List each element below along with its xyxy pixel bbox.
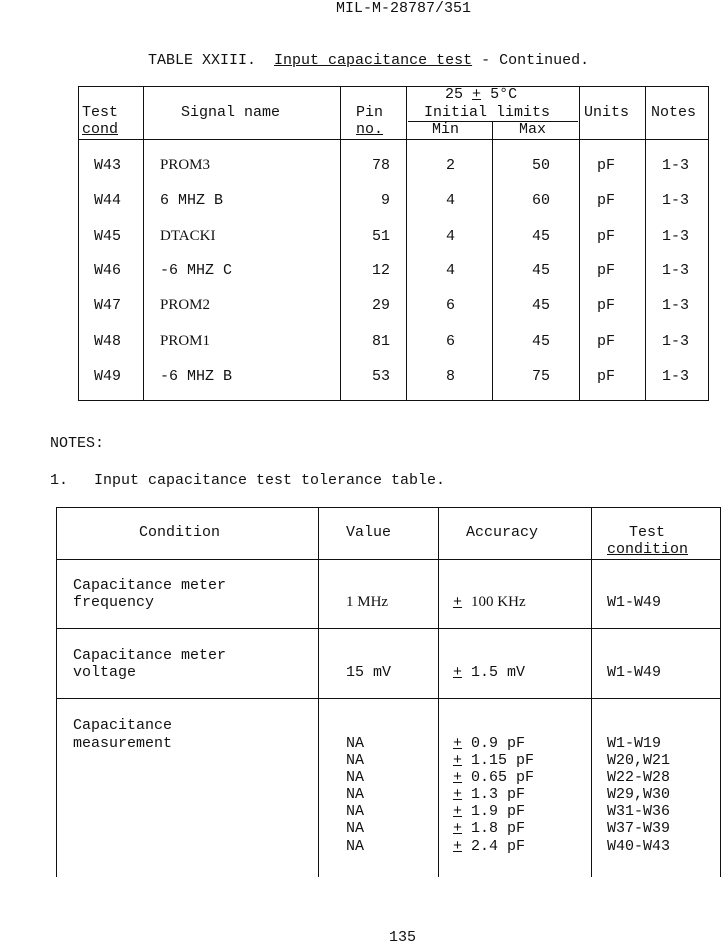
tolerance-row-rule-1 <box>56 628 720 629</box>
measurement-value: NA <box>346 820 365 837</box>
row-pin: 9 <box>380 192 390 209</box>
header-max: Max <box>519 121 547 138</box>
tolerance-header-condition: Condition <box>139 524 221 541</box>
voltage-label-line1: Capacitance meter <box>73 647 227 664</box>
header-pin-no: no. <box>356 121 384 138</box>
row-min: 8 <box>446 368 456 385</box>
plus-minus-icon: + <box>453 735 463 752</box>
table-caption-prefix: TABLE XXIII. <box>148 52 257 69</box>
tolerance-col-divider-3 <box>591 507 592 877</box>
row-pin: 12 <box>371 262 390 279</box>
row-units: pF <box>597 368 616 385</box>
plus-minus-icon: + <box>472 86 482 103</box>
tolerance-header-test: Test <box>629 524 666 541</box>
row-signal: PROM2 <box>160 297 211 313</box>
header-cond: cond <box>82 121 119 138</box>
row-pin: 78 <box>371 157 390 174</box>
row-min: 4 <box>446 228 456 245</box>
col-divider-4 <box>579 86 580 401</box>
page-number: 135 <box>389 929 417 946</box>
measurement-accuracy-value: 2.4 pF <box>471 838 526 855</box>
row-units: pF <box>597 157 616 174</box>
measurement-accuracy-value: 1.8 pF <box>471 820 526 837</box>
row-units: pF <box>597 333 616 350</box>
row-max: 45 <box>531 333 550 350</box>
row-max: 50 <box>531 157 550 174</box>
tolerance-col-divider-2 <box>438 507 439 877</box>
frequency-accuracy-value: 100 KHz <box>471 594 526 610</box>
header-initial-limits: Initial limits <box>424 104 551 121</box>
row-notes: 1-3 <box>662 262 690 279</box>
row-cond: W47 <box>94 297 122 314</box>
plus-minus-icon: + <box>453 838 463 855</box>
frequency-label-line1: Capacitance meter <box>73 577 227 594</box>
measurement-accuracy-value: 0.9 pF <box>471 735 526 752</box>
row-notes: 1-3 <box>662 228 690 245</box>
measurement-test-condition: W40-W43 <box>607 838 671 855</box>
row-max: 75 <box>531 368 550 385</box>
temp-suffix: 5°C <box>490 86 518 103</box>
row-max: 45 <box>531 228 550 245</box>
row-cond: W46 <box>94 262 122 279</box>
row-notes: 1-3 <box>662 368 690 385</box>
row-pin: 81 <box>371 333 390 350</box>
col-divider-1 <box>143 86 144 401</box>
header-test: Test <box>82 104 119 121</box>
voltage-label-line2: voltage <box>73 664 137 681</box>
measurement-accuracy-value: 1.15 pF <box>471 752 535 769</box>
measurement-value: NA <box>346 752 365 769</box>
row-notes: 1-3 <box>662 333 690 350</box>
measurement-accuracy-value: 1.9 pF <box>471 803 526 820</box>
tolerance-right-border <box>720 507 721 877</box>
row-units: pF <box>597 228 616 245</box>
measurement-accuracy <box>453 735 525 752</box>
row-cond: W45 <box>94 228 122 245</box>
row-cond: W48 <box>94 333 122 350</box>
document-number: MIL-M-28787/351 <box>336 0 472 17</box>
plus-minus-icon: + <box>453 664 463 681</box>
plus-minus-icon: + <box>453 786 463 803</box>
row-min: 2 <box>446 157 456 174</box>
header-notes: Notes <box>651 104 697 121</box>
tolerance-header-rule <box>56 559 720 560</box>
measurement-test-condition: W22-W28 <box>607 769 671 786</box>
frequency-test-condition: W1-W49 <box>607 594 662 611</box>
voltage-value: 15 mV <box>346 664 392 681</box>
row-pin: 51 <box>371 228 390 245</box>
row-cond: W44 <box>94 192 122 209</box>
measurement-accuracy <box>453 803 525 820</box>
measurement-test-condition: W31-W36 <box>607 803 671 820</box>
measurement-value: NA <box>346 735 365 752</box>
row-min: 6 <box>446 333 456 350</box>
row-cond: W49 <box>94 368 122 385</box>
row-notes: 1-3 <box>662 297 690 314</box>
plus-minus-icon: + <box>453 752 463 769</box>
measurement-test-condition: W37-W39 <box>607 820 671 837</box>
frequency-value: 1 MHz <box>346 594 389 610</box>
table-top-border <box>78 86 708 87</box>
measurement-test-condition: W29,W30 <box>607 786 671 803</box>
row-signal: 6 MHZ B <box>160 192 224 209</box>
header-pin: Pin <box>356 104 384 121</box>
tolerance-col-divider-1 <box>318 507 319 877</box>
frequency-accuracy <box>453 594 526 611</box>
measurement-accuracy <box>453 769 534 786</box>
tolerance-row-rule-2 <box>56 698 720 699</box>
measurement-value: NA <box>346 803 365 820</box>
plus-minus-icon: + <box>453 803 463 820</box>
measurement-accuracy <box>453 820 525 837</box>
header-temperature <box>445 86 517 103</box>
notes-heading: NOTES: <box>50 435 105 452</box>
header-signal-name: Signal name <box>181 104 281 121</box>
row-signal: -6 MHZ C <box>160 262 233 279</box>
tolerance-top-border <box>56 507 720 508</box>
table-header-rule <box>78 139 708 140</box>
measurement-test-condition: W1-W19 <box>607 735 662 752</box>
note-1-number: 1. <box>50 472 69 489</box>
header-units: Units <box>584 104 630 121</box>
header-min: Min <box>432 121 460 138</box>
row-notes: 1-3 <box>662 192 690 209</box>
row-pin: 29 <box>371 297 390 314</box>
row-signal: DTACKI <box>160 228 216 244</box>
voltage-test-condition: W1-W49 <box>607 664 662 681</box>
row-units: pF <box>597 262 616 279</box>
tolerance-left-border <box>56 507 57 877</box>
row-min: 4 <box>446 192 456 209</box>
measurement-test-condition: W20,W21 <box>607 752 671 769</box>
table-bottom-border <box>78 400 708 401</box>
row-signal: PROM1 <box>160 333 211 349</box>
row-units: pF <box>597 192 616 209</box>
frequency-label-line2: frequency <box>73 594 155 611</box>
col-divider-3 <box>406 86 407 401</box>
temp-prefix: 25 <box>445 86 464 103</box>
voltage-accuracy-value: 1.5 mV <box>471 664 526 681</box>
col-divider-5 <box>645 86 646 401</box>
tolerance-header-accuracy: Accuracy <box>466 524 539 541</box>
measurement-value: NA <box>346 786 365 803</box>
row-signal: PROM3 <box>160 157 211 173</box>
row-min: 4 <box>446 262 456 279</box>
row-pin: 53 <box>371 368 390 385</box>
measurement-accuracy <box>453 752 534 769</box>
measurement-accuracy <box>453 786 525 803</box>
row-units: pF <box>597 297 616 314</box>
plus-minus-icon: + <box>453 820 463 837</box>
tolerance-header-condition2: condition <box>607 541 689 558</box>
tolerance-header-value: Value <box>346 524 392 541</box>
measurement-accuracy <box>453 838 525 855</box>
measurement-value: NA <box>346 838 365 855</box>
row-min: 6 <box>446 297 456 314</box>
col-divider-minmax <box>492 122 493 401</box>
row-notes: 1-3 <box>662 157 690 174</box>
plus-minus-icon: + <box>453 769 463 786</box>
row-max: 45 <box>531 262 550 279</box>
plus-minus-icon: + <box>453 594 463 611</box>
table-right-border <box>708 86 709 401</box>
note-1-text: Input capacitance test tolerance table. <box>94 472 446 489</box>
row-max: 60 <box>531 192 550 209</box>
measurement-accuracy-value: 0.65 pF <box>471 769 535 786</box>
measurement-label-line2: measurement <box>73 735 173 752</box>
voltage-accuracy <box>453 664 525 681</box>
measurement-value: NA <box>346 769 365 786</box>
table-left-border <box>78 86 79 401</box>
table-caption-title: Input capacitance test <box>274 52 473 69</box>
measurement-accuracy-value: 1.3 pF <box>471 786 526 803</box>
row-signal: -6 MHZ B <box>160 368 233 385</box>
table-caption-suffix: - Continued. <box>481 52 590 69</box>
row-cond: W43 <box>94 157 122 174</box>
row-max: 45 <box>531 297 550 314</box>
table-caption <box>148 52 589 69</box>
measurement-label-line1: Capacitance <box>73 717 173 734</box>
